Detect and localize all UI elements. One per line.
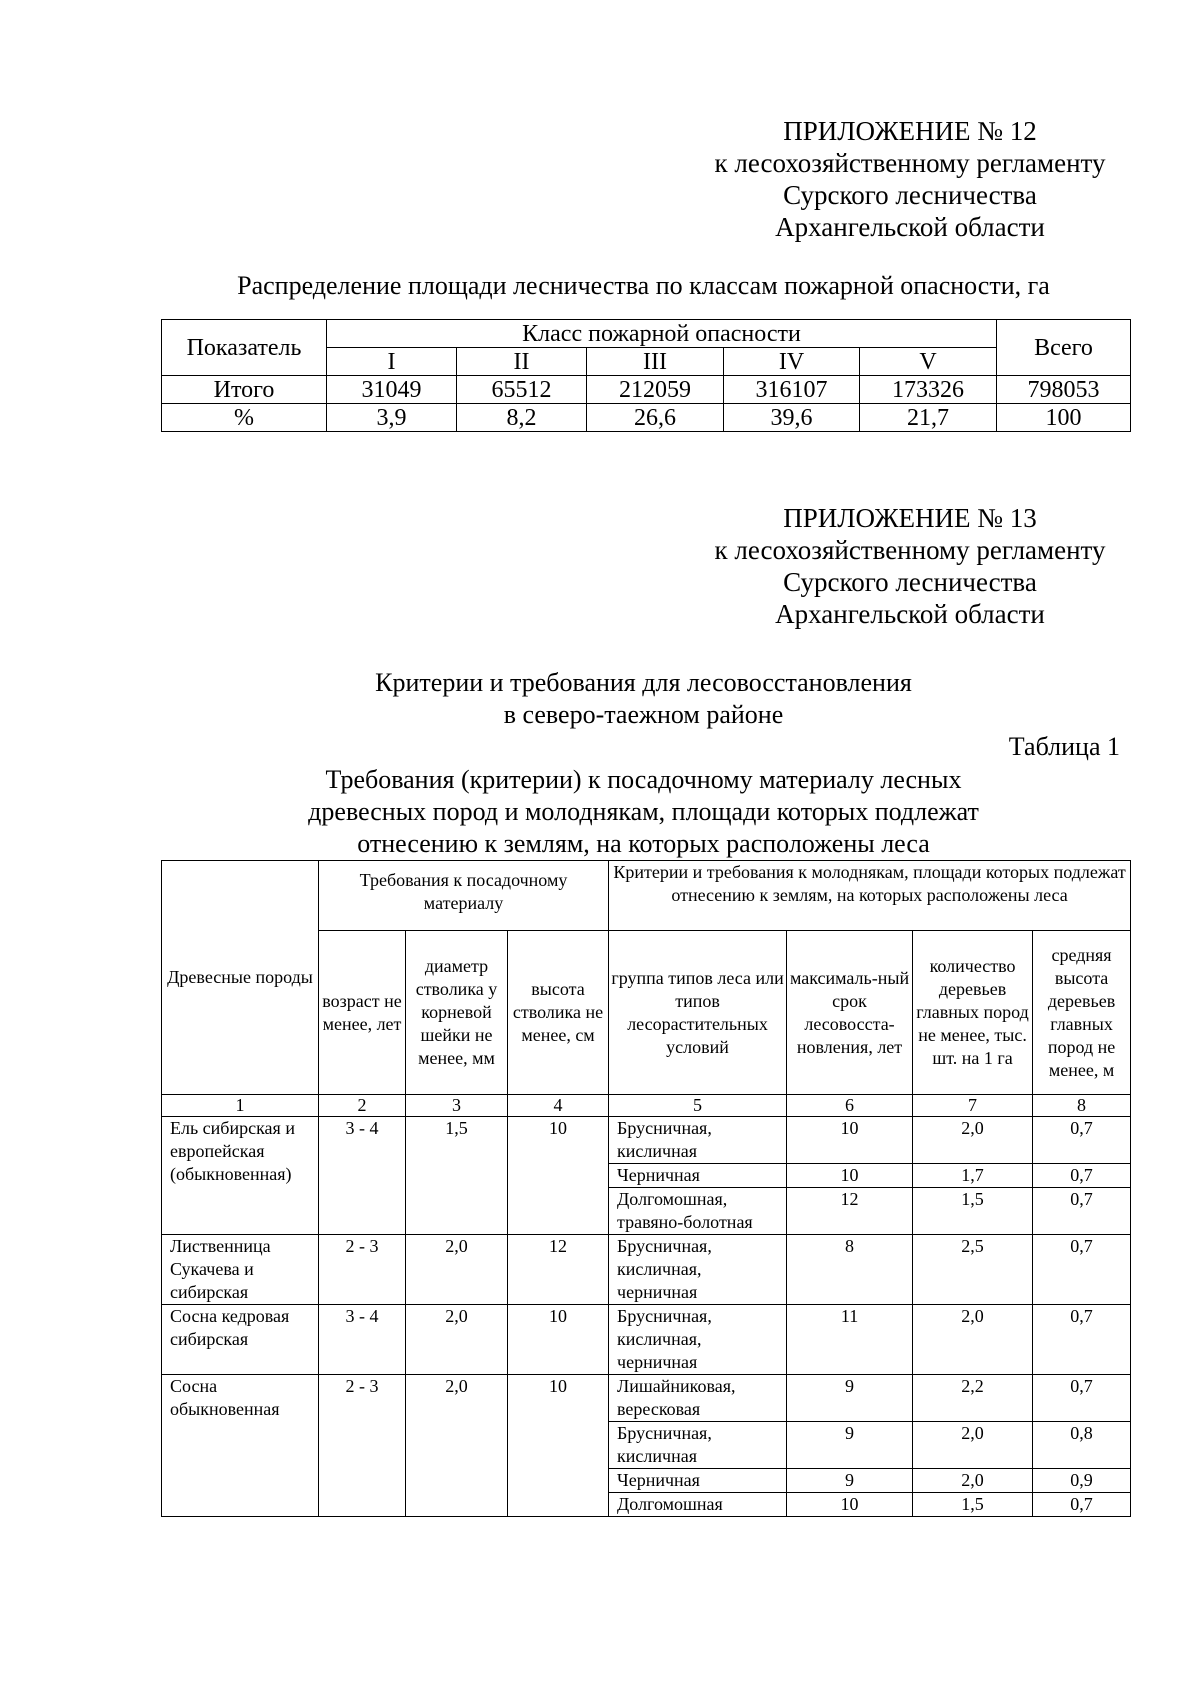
avg-height-cell: 0,7 bbox=[1033, 1164, 1131, 1188]
forest-type-cell: Брусничная, кисличная bbox=[609, 1422, 787, 1469]
forest-type-cell: Лишайниковая, вересковая bbox=[609, 1375, 787, 1422]
avg-height-cell: 0,8 bbox=[1033, 1422, 1131, 1469]
column-number: 4 bbox=[508, 1095, 609, 1117]
col-height-header: высота стволика не менее, см bbox=[508, 931, 609, 1095]
table2-title-line2: древесных пород и молоднякам, площади которых подлежат bbox=[308, 797, 979, 826]
diameter-cell: 1,5 bbox=[406, 1117, 508, 1235]
age-cell: 3 - 4 bbox=[319, 1305, 406, 1375]
value-cell: 21,7 bbox=[860, 404, 997, 432]
value-cell: 173326 bbox=[860, 376, 997, 404]
table2-title bbox=[0, 764, 1200, 860]
forest-type-cell: Брусничная, кисличная bbox=[609, 1117, 787, 1164]
appendix-13-line3: Архангельской области bbox=[775, 599, 1045, 629]
total-header: Всего bbox=[997, 320, 1131, 376]
column-number: 7 bbox=[913, 1095, 1033, 1117]
appendix-13-line2: Сурского лесничества bbox=[783, 567, 1037, 597]
tree-count-cell: 2,0 bbox=[913, 1305, 1033, 1375]
section-title bbox=[0, 667, 1200, 731]
diameter-cell: 2,0 bbox=[406, 1235, 508, 1305]
height-cell: 10 bbox=[508, 1305, 609, 1375]
height-cell: 10 bbox=[508, 1117, 609, 1235]
age-cell: 2 - 3 bbox=[319, 1235, 406, 1305]
row-label: % bbox=[162, 404, 327, 432]
tree-count-cell: 2,2 bbox=[913, 1375, 1033, 1422]
forest-type-cell: Черничная bbox=[609, 1469, 787, 1493]
table-row bbox=[162, 1235, 1131, 1305]
forest-type-cell: Долгомошная bbox=[609, 1493, 787, 1517]
height-cell: 10 bbox=[508, 1375, 609, 1517]
appendix-13-line1: к лесохозяйственному регламенту bbox=[714, 535, 1106, 565]
column-number: 1 bbox=[162, 1095, 319, 1117]
appendix-12-line3: Архангельской области bbox=[775, 212, 1045, 242]
table1-title bbox=[0, 270, 1200, 302]
max-term-cell: 9 bbox=[787, 1375, 913, 1422]
indicator-header: Показатель bbox=[162, 320, 327, 376]
forest-type-cell: Черничная bbox=[609, 1164, 787, 1188]
age-cell: 2 - 3 bbox=[319, 1375, 406, 1517]
species-header: Древесные породы bbox=[162, 861, 319, 1095]
total-cell: 798053 bbox=[997, 376, 1131, 404]
avg-height-cell: 0,7 bbox=[1033, 1188, 1131, 1235]
value-cell: 8,2 bbox=[457, 404, 587, 432]
tree-count-cell: 1,5 bbox=[913, 1493, 1033, 1517]
table-row bbox=[162, 376, 1131, 404]
col-age-header: возраст не менее, лет bbox=[319, 931, 406, 1095]
table-label: Таблица 1 bbox=[1008, 732, 1120, 761]
max-term-cell: 10 bbox=[787, 1164, 913, 1188]
value-cell: 3,9 bbox=[327, 404, 457, 432]
row-label: Итого bbox=[162, 376, 327, 404]
forest-type-cell: Брусничная, кисличная, черничная bbox=[609, 1235, 787, 1305]
reforestation-table bbox=[161, 860, 1131, 1517]
column-number: 2 bbox=[319, 1095, 406, 1117]
appendix-12-line2: Сурского лесничества bbox=[783, 180, 1037, 210]
appendix-12-header bbox=[700, 115, 1120, 243]
value-cell: 31049 bbox=[327, 376, 457, 404]
class-cell: III bbox=[587, 348, 724, 376]
max-term-cell: 10 bbox=[787, 1493, 913, 1517]
appendix-12-line1: к лесохозяйственному регламенту bbox=[714, 148, 1106, 178]
avg-height-cell: 0,7 bbox=[1033, 1375, 1131, 1422]
planting-material-header: Требования к посадочному материалу bbox=[319, 861, 609, 931]
section-title-line1: Критерии и требования для лесовосстановления bbox=[375, 668, 912, 697]
fire-danger-table bbox=[161, 319, 1131, 432]
appendix-13-title: ПРИЛОЖЕНИЕ № 13 bbox=[783, 503, 1037, 533]
col-tree-count-header: количество деревьев главных пород не менее, тыс. шт. на 1 га bbox=[913, 931, 1033, 1095]
tree-count-cell: 2,5 bbox=[913, 1235, 1033, 1305]
species-cell: Лиственница Сукачева и сибирская bbox=[162, 1235, 319, 1305]
value-cell: 26,6 bbox=[587, 404, 724, 432]
forest-type-cell: Долгомошная, травяно-болотная bbox=[609, 1188, 787, 1235]
avg-height-cell: 0,7 bbox=[1033, 1493, 1131, 1517]
diameter-cell: 2,0 bbox=[406, 1375, 508, 1517]
max-term-cell: 9 bbox=[787, 1422, 913, 1469]
tree-count-cell: 2,0 bbox=[913, 1117, 1033, 1164]
col-forest-type-header: группа типов леса или типов лесорастительных условий bbox=[609, 931, 787, 1095]
column-number: 3 bbox=[406, 1095, 508, 1117]
table-row bbox=[162, 404, 1131, 432]
table2-title-line3: отнесению к землям, на которых расположены леса bbox=[357, 829, 930, 858]
column-numbers-row bbox=[162, 1095, 1131, 1117]
class-cell: I bbox=[327, 348, 457, 376]
avg-height-cell: 0,9 bbox=[1033, 1469, 1131, 1493]
table2-title-line1: Требования (критерии) к посадочному материалу лесных bbox=[325, 765, 962, 794]
value-cell: 39,6 bbox=[724, 404, 860, 432]
max-term-cell: 8 bbox=[787, 1235, 913, 1305]
value-cell: 212059 bbox=[587, 376, 724, 404]
column-number: 6 bbox=[787, 1095, 913, 1117]
col-avg-height-header: средняя высота деревьев главных пород не менее, м bbox=[1033, 931, 1131, 1095]
class-cell: II bbox=[457, 348, 587, 376]
forest-type-cell: Брусничная, кисличная, черничная bbox=[609, 1305, 787, 1375]
appendix-12-title: ПРИЛОЖЕНИЕ № 12 bbox=[783, 116, 1037, 146]
value-cell: 65512 bbox=[457, 376, 587, 404]
class-cell: IV bbox=[724, 348, 860, 376]
col-max-term-header: максималь-ный срок лесовосста-новления, лет bbox=[787, 931, 913, 1095]
max-term-cell: 9 bbox=[787, 1469, 913, 1493]
age-cell: 3 - 4 bbox=[319, 1117, 406, 1235]
avg-height-cell: 0,7 bbox=[1033, 1235, 1131, 1305]
avg-height-cell: 0,7 bbox=[1033, 1117, 1131, 1164]
max-term-cell: 12 bbox=[787, 1188, 913, 1235]
tree-count-cell: 1,5 bbox=[913, 1188, 1033, 1235]
max-term-cell: 11 bbox=[787, 1305, 913, 1375]
height-cell: 12 bbox=[508, 1235, 609, 1305]
column-number: 8 bbox=[1033, 1095, 1131, 1117]
class-cell: V bbox=[860, 348, 997, 376]
species-cell: Сосна обыкновенная bbox=[162, 1375, 319, 1517]
appendix-13-header bbox=[700, 502, 1120, 630]
table1-title-text: Распределение площади лесничества по классам пожарной опасности, га bbox=[237, 271, 1050, 300]
avg-height-cell: 0,7 bbox=[1033, 1305, 1131, 1375]
table-row bbox=[162, 1375, 1131, 1422]
young-stands-header: Критерии и требования к молоднякам, площади которых подлежат отнесению к землям, на которых расположены леса bbox=[609, 861, 1131, 931]
table-row bbox=[162, 1305, 1131, 1375]
tree-count-cell: 1,7 bbox=[913, 1164, 1033, 1188]
section-title-line2: в северо-таежном районе bbox=[503, 700, 784, 729]
table-row bbox=[162, 1117, 1131, 1164]
max-term-cell: 10 bbox=[787, 1117, 913, 1164]
tree-count-cell: 2,0 bbox=[913, 1469, 1033, 1493]
value-cell: 316107 bbox=[724, 376, 860, 404]
total-cell: 100 bbox=[997, 404, 1131, 432]
species-cell: Сосна кедровая сибирская bbox=[162, 1305, 319, 1375]
species-cell: Ель сибирская и европейская (обыкновенная) bbox=[162, 1117, 319, 1235]
class-header: Класс пожарной опасности bbox=[327, 320, 997, 348]
column-number: 5 bbox=[609, 1095, 787, 1117]
diameter-cell: 2,0 bbox=[406, 1305, 508, 1375]
col-diameter-header: диаметр стволика у корневой шейки не менее, мм bbox=[406, 931, 508, 1095]
tree-count-cell: 2,0 bbox=[913, 1422, 1033, 1469]
